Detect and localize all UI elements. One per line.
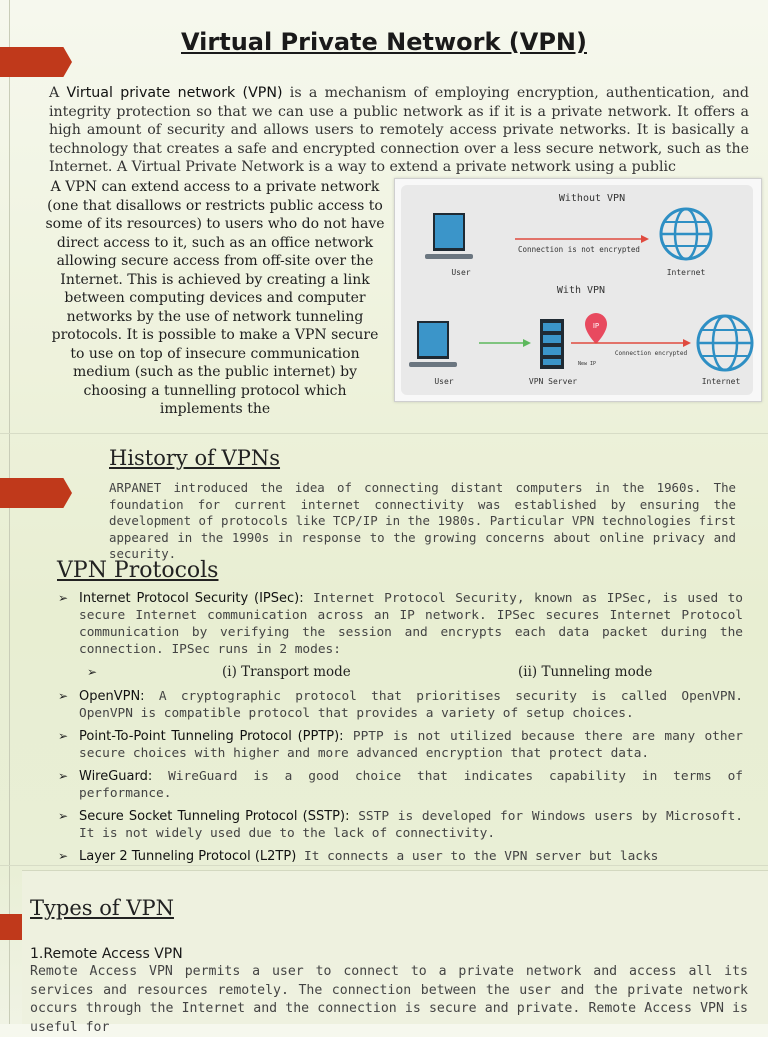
protocol-name: Internet Protocol Security (IPSec): (79, 591, 304, 606)
protocols-heading: VPN Protocols (57, 558, 219, 583)
arrowhead-bullet-icon: ➢ (58, 769, 69, 783)
vpn-diagram (394, 178, 762, 402)
user-label-1: User (451, 268, 471, 277)
protocol-name: OpenVPN: (79, 689, 145, 704)
list-item-pptp: ➢ Point-To-Point Tunneling Protocol (PPTP): PPTP is not utilized because there are many other secure choices with higher and more advanced encryption that protect data. (58, 729, 743, 761)
vpn-description-column: A VPN can extend access to a private network (one that disallows or restricts public access to some of its resources) to users who do not have direct access to it, such as an office network allowing secure access from off-site over the Internet. This is achieved by creating a link between computing devices and computer networks by the use of network tunneling protocols. It is possible to make a VPN secure to use on top of insecure communication medium (such as the public internet) by choosing a tunnelling protocol which implements the (45, 179, 385, 417)
remote-access-heading: 1.Remote Access VPN (30, 946, 183, 962)
protocol-name: Layer 2 Tunneling Protocol (L2TP) (79, 849, 297, 864)
history-paragraph: ARPANET introduced the idea of connecting distant computers in the 1960s. The foundation for current internet connectivity was established by ensuring the development of protocols like TCP/IP in the 1980s. Particular VPN technologies first appeared in the 1990s in response to the growing concerns about online privacy and security. (109, 480, 736, 562)
arrowhead-bullet-icon: ➢ (58, 591, 69, 605)
arrowhead-bullet-icon: ➢ (58, 689, 69, 703)
arrowhead-bullet-icon: ➢ (58, 809, 69, 823)
arrowhead-bullet-icon: ➢ (58, 729, 69, 743)
types-heading: Types of VPN (30, 896, 174, 920)
section-marker-history (0, 478, 72, 508)
arrowhead-bullet-icon: ➢ (58, 849, 69, 863)
protocol-name: Secure Socket Tunneling Protocol (SSTP): (79, 809, 350, 824)
server-icon (540, 319, 564, 369)
vpn-term: Virtual private network (VPN) (66, 85, 283, 101)
mode-tunneling: (ii) Tunneling mode (518, 664, 653, 680)
list-item-l2tp: ➢ Layer 2 Tunneling Protocol (L2TP) It connects a user to the VPN server but lacks (58, 849, 659, 864)
protocol-name: WireGuard: (79, 769, 153, 784)
remote-access-paragraph: Remote Access VPN permits a user to connect to a private network and access all its services and resources remotely. The connection between the user and the private network occurs through the Internet and the connection is secure and private. Remote Access VPN is useful for (30, 964, 748, 1035)
protocols-list (58, 590, 743, 866)
internet-label-2: Internet (701, 377, 741, 386)
list-item-sstp: ➢ Secure Socket Tunneling Protocol (SSTP): SSTP is developed for Windows users by Microsoft. It is not widely used due to the lack of connectivity. (58, 809, 743, 841)
vpn-server-label: VPN Server (528, 377, 578, 386)
user-label-2: User (434, 377, 454, 386)
list-item-wireguard: ➢ WireGuard: WireGuard is a good choice that indicates capability in terms of performance. (58, 769, 743, 801)
protocol-name: Point-To-Point Tunneling Protocol (PPTP): (79, 729, 344, 744)
internet-label-1: Internet (666, 268, 706, 277)
list-item-openvpn: ➢ OpenVPN: A cryptographic protocol that prioritises security is called OpenVPN. OpenVPN is compatible protocol that provides a variety of setup choices. (58, 689, 743, 721)
mode-transport: (i) Transport mode (222, 664, 351, 680)
left-margin-line (9, 0, 10, 1024)
not-encrypted-label: Connection is not encrypted (518, 245, 640, 254)
page-title: Virtual Private Network (VPN) (181, 28, 587, 56)
encrypted-label: Connection encrypted (614, 350, 688, 357)
list-item-ipsec: ➢ Internet Protocol Security (IPSec): Internet Protocol Security, known as IPSec, is used to secure Internet communication across an IP network. IPSec secures Internet Protocol communication by verifying the session and encrypts each data packet during the connection. IPSec runs in 2 modes: (58, 591, 743, 657)
without-vpn-label: Without VPN (558, 193, 626, 204)
ipsec-modes (58, 664, 743, 683)
with-vpn-label: With VPN (556, 285, 606, 296)
history-heading: History of VPNs (109, 446, 281, 470)
svg-text:IP: IP (592, 322, 600, 330)
new-ip-label: New IP (577, 361, 597, 367)
intro-paragraph: A Virtual private network (VPN) is a mechanism of employing encryption, authentication, and integrity protection so that we can use a public network as if it is a private network. It offers a high amount of security and allows users to remotely access private networks. It is basically a technology that creates a safe and encrypted connection over a less secure network, such as the Internet. A Virtual Private Network is a way to extend a private network using a public (49, 85, 749, 175)
arrowhead-bullet-icon: ➢ (87, 665, 98, 679)
section-marker-types (0, 914, 22, 940)
